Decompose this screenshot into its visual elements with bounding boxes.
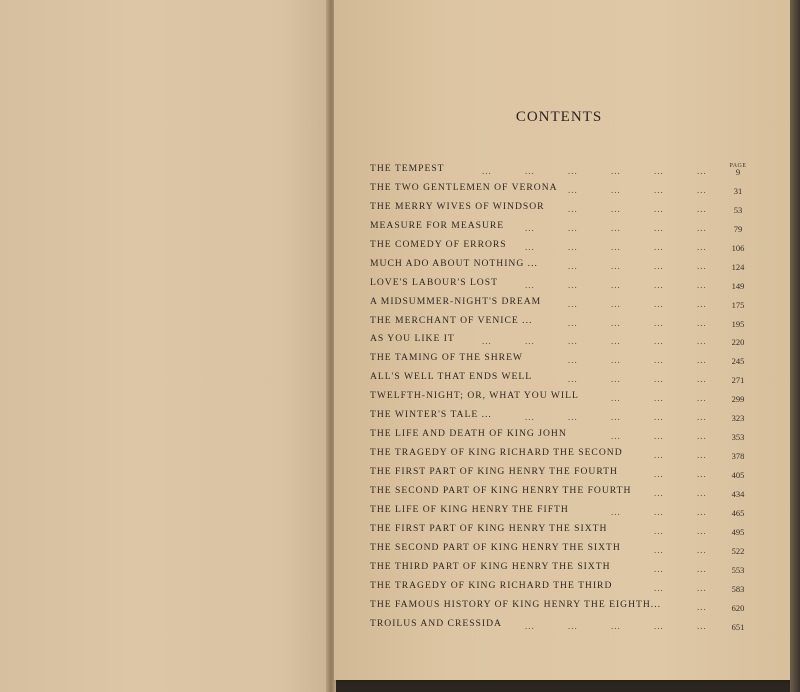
toc-entry-title: THE WINTER'S TALE ...: [370, 409, 492, 421]
toc-entry-title: THE THIRD PART OF KING HENRY THE SIXTH: [370, 560, 611, 572]
toc-entry-page: 271: [731, 375, 745, 386]
toc-entry-title: THE FIRST PART OF KING HENRY THE SIXTH: [370, 522, 608, 534]
toc-entry-page: 175: [731, 299, 745, 310]
toc-leader-dots: ... ...: [654, 487, 707, 498]
toc-leader-dots: ... ...: [654, 544, 707, 555]
toc-entry-title: THE TWO GENTLEMEN OF VERONA: [370, 181, 558, 193]
toc-leader-dots: ... ... ... ... ...: [525, 222, 707, 233]
toc-entry-title: MUCH ADO ABOUT NOTHING ...: [370, 257, 538, 269]
toc-entry-title: THE LIFE OF KING HENRY THE FIFTH: [370, 503, 569, 515]
toc-leader-dots: ... ... ... ...: [568, 184, 707, 195]
toc-entry-page: 220: [731, 337, 745, 348]
toc-entry-title: TROILUS AND CRESSIDA: [370, 617, 502, 629]
toc-entry-page: 124: [731, 261, 745, 272]
toc-leader-dots: ...: [697, 601, 707, 612]
toc-entry: [370, 503, 770, 522]
toc-leader-dots: ... ... ...: [611, 431, 707, 442]
toc-leader-dots: ... ... ... ...: [568, 260, 707, 271]
toc-entry-page: 195: [731, 318, 745, 329]
toc-entry: [370, 446, 770, 465]
toc-entry: [370, 541, 770, 560]
toc-entry: [370, 162, 770, 181]
page-title: CONTENTS: [515, 109, 603, 125]
toc-entry-title: THE TEMPEST: [370, 163, 445, 174]
toc-entry-title: A MIDSUMMER-NIGHT'S DREAM: [370, 295, 542, 307]
toc-entry-page: 553: [731, 564, 745, 575]
toc-entry-page: 53: [733, 204, 743, 215]
toc-entry: [370, 560, 770, 579]
toc-entry: [370, 370, 770, 389]
toc-leader-dots: ... ... ... ...: [568, 298, 707, 309]
toc-entry: [370, 219, 770, 238]
toc-leader-dots: ... ...: [654, 450, 707, 461]
toc-entry-title: LOVE'S LABOUR'S LOST: [370, 276, 498, 288]
toc-entry-page: 495: [731, 526, 745, 537]
toc-entry-page: 79: [733, 223, 743, 234]
toc-leader-dots: ... ... ... ...: [568, 355, 707, 366]
toc-entry-page: 149: [731, 280, 745, 291]
toc-entry: [370, 314, 770, 333]
toc-entry-title: THE MERRY WIVES OF WINDSOR: [370, 200, 545, 212]
toc-entry-page: 378: [731, 451, 745, 462]
toc-entry-page: 31: [733, 185, 743, 196]
toc-entry: [370, 181, 770, 200]
toc-entry-title: THE COMEDY OF ERRORS: [370, 238, 507, 250]
toc-entry: [370, 257, 770, 276]
toc-entry-title: THE MERCHANT OF VENICE ...: [370, 314, 533, 326]
toc-entry: [370, 484, 770, 503]
toc-leader-dots: ... ...: [654, 469, 707, 479]
toc-entry: [370, 200, 770, 219]
left-blank-page: [0, 0, 332, 692]
toc-entry-page: 583: [731, 583, 745, 594]
toc-leader-dots: ... ... ... ...: [568, 203, 707, 214]
toc-entry-title: THE FIRST PART OF KING HENRY THE FOURTH: [370, 466, 618, 477]
toc-entry-title: ALL'S WELL THAT ENDS WELL: [370, 371, 533, 383]
toc-entry-title: THE TRAGEDY OF KING RICHARD THE THIRD: [370, 579, 613, 591]
toc-entry: [370, 598, 770, 617]
toc-entry-page: 620: [731, 602, 745, 613]
toc-entry-title: MEASURE FOR MEASURE: [370, 219, 505, 231]
toc-entry-page: 651: [731, 621, 745, 632]
toc-leader-dots: ... ... ... ... ...: [525, 279, 707, 290]
toc-entry-title: THE SECOND PART OF KING HENRY THE SIXTH: [370, 541, 621, 553]
toc-leader-dots: ... ... ... ... ... ...: [482, 166, 707, 176]
toc-entry-title: THE TRAGEDY OF KING RICHARD THE SECOND: [370, 447, 623, 459]
toc-leader-dots: ... ... ... ... ...: [525, 412, 707, 423]
toc-entry: [370, 427, 770, 446]
toc-entry: [370, 522, 770, 541]
toc-leader-dots: ... ... ... ... ... ...: [482, 336, 707, 347]
toc-entry-page: 353: [731, 432, 745, 443]
toc-entry-title: AS YOU LIKE IT: [370, 333, 455, 345]
toc-entry-page: 522: [731, 545, 745, 556]
toc-leader-dots: ... ... ... ... ...: [525, 241, 707, 252]
toc-entry-title: THE LIFE AND DEATH OF KING JOHN: [370, 428, 567, 440]
toc-entry: [370, 579, 770, 598]
page-edge-shadow: [790, 0, 800, 692]
toc-leader-dots: ... ... ... ... ...: [525, 620, 707, 631]
toc-entry: [370, 389, 770, 408]
toc-entry-title: THE SECOND PART OF KING HENRY THE FOURTH: [370, 484, 632, 496]
toc-entry: [370, 408, 770, 427]
toc-entry: [370, 276, 770, 295]
toc-entry-title: TWELFTH-NIGHT; OR, WHAT YOU WILL: [370, 390, 579, 402]
toc-leader-dots: ... ... ... ...: [568, 317, 707, 328]
toc-entry: [370, 295, 770, 314]
toc-entry-page: 9: [735, 167, 741, 177]
toc-entry: [370, 465, 770, 484]
toc-leader-dots: ... ...: [654, 525, 707, 536]
toc-entry: [370, 351, 770, 370]
toc-entry-page: 465: [731, 507, 745, 518]
toc-entry-page: 245: [731, 356, 745, 367]
toc-entry: [370, 238, 770, 257]
toc-entry-title: THE FAMOUS HISTORY OF KING HENRY THE EIGHTH...: [370, 598, 661, 610]
toc-entry-page: 299: [731, 394, 745, 405]
toc-entry-page: 323: [731, 413, 745, 424]
toc-entry-page: 106: [731, 242, 745, 253]
toc-leader-dots: ... ...: [654, 563, 707, 574]
toc-entry: [370, 332, 770, 351]
toc-leader-dots: ... ... ...: [611, 393, 707, 404]
table-of-contents: [370, 162, 770, 635]
toc-entry-page: 405: [731, 470, 745, 480]
toc-leader-dots: ... ... ... ...: [568, 374, 707, 385]
toc-entry-title: THE TAMING OF THE SHREW: [370, 352, 523, 364]
page-column-label: PAGE: [729, 163, 747, 169]
toc-entry-page: 434: [731, 488, 745, 499]
toc-leader-dots: ... ...: [654, 582, 707, 593]
toc-leader-dots: ... ... ...: [611, 506, 707, 517]
toc-entry: [370, 617, 770, 636]
